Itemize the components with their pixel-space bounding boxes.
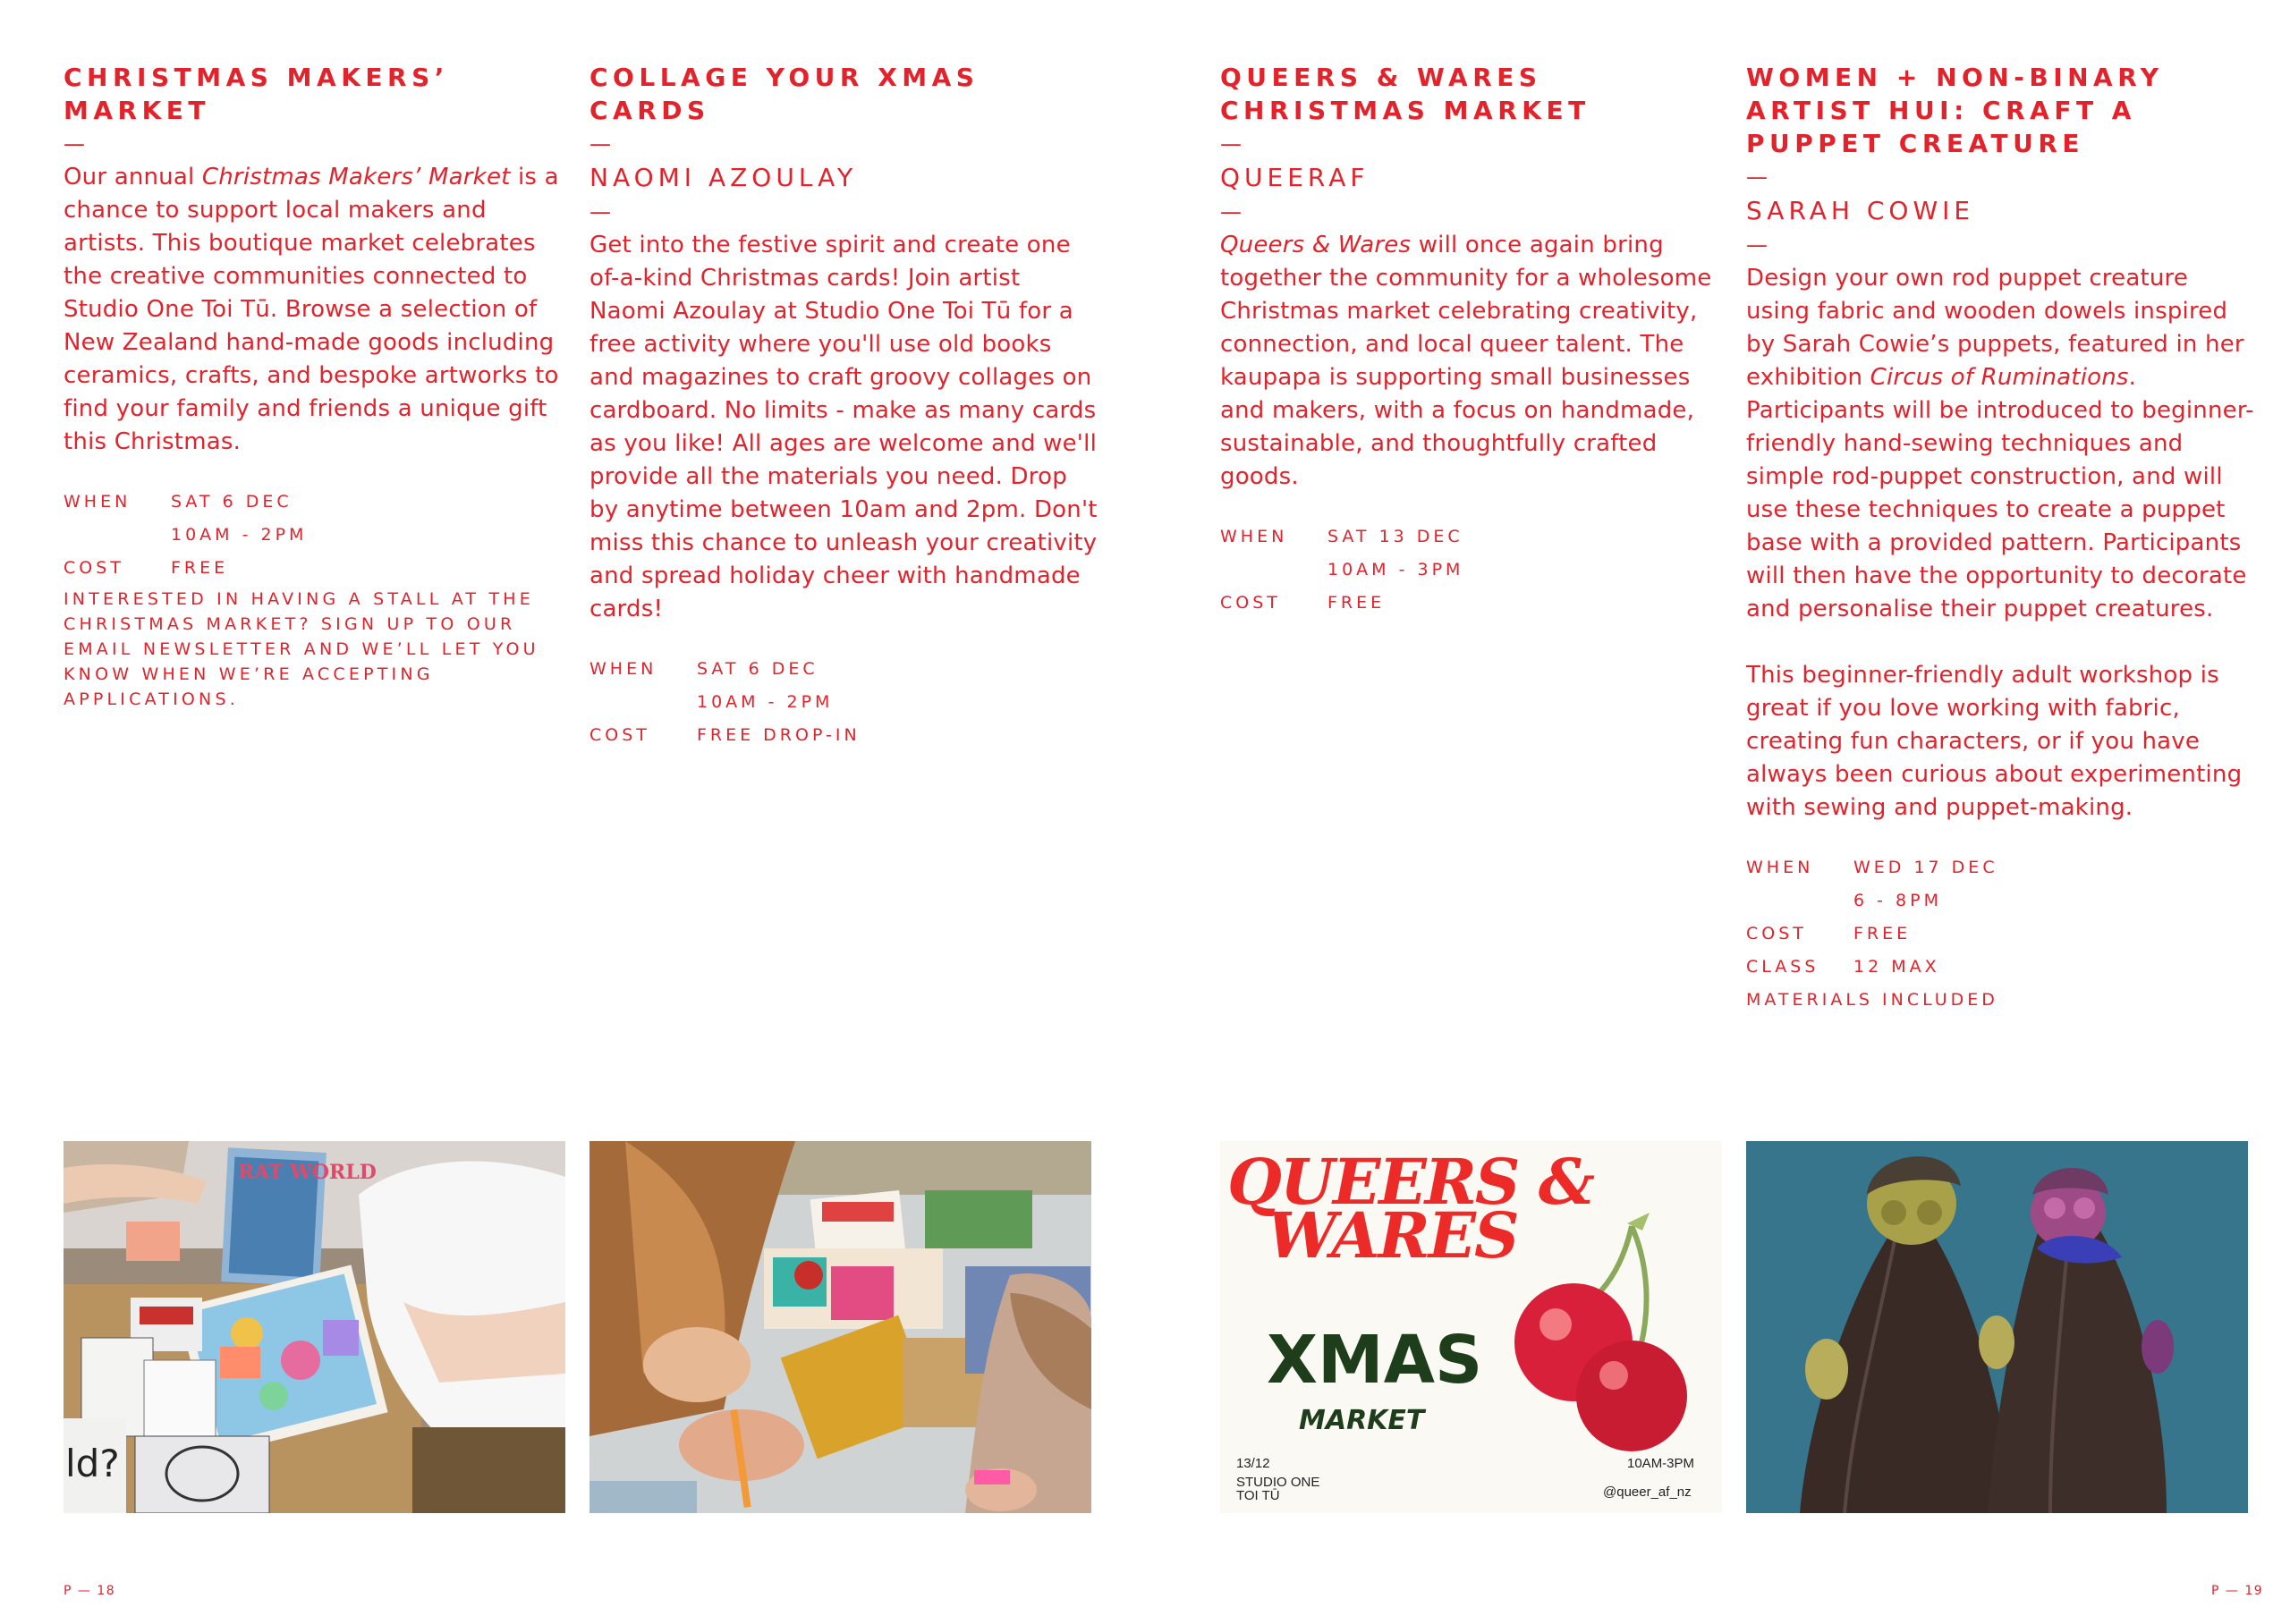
event-christmas-makers-market: [64, 61, 573, 712]
event-queers-and-wares: [1220, 61, 1730, 620]
poster-xmas: XMAS: [1267, 1322, 1483, 1399]
detail-label-blank: [1746, 884, 1853, 918]
detail-value-time: 10AM - 3PM: [1327, 560, 1464, 579]
poster-title-line1: QUEERS &: [1227, 1145, 1594, 1219]
detail-label-blank: [589, 686, 697, 719]
detail-label-blank: [64, 519, 171, 552]
poster-handle: @queer_af_nz: [1603, 1484, 1692, 1500]
divider-dash: —: [1746, 165, 1768, 190]
photo-collage-cards: [589, 1141, 1091, 1513]
detail-label-when: WHEN: [64, 492, 131, 512]
poster-venue-line1: STUDIO ONE: [1236, 1475, 1320, 1490]
detail-value-cost: FREE: [171, 558, 229, 578]
page-number-left: P — 18: [64, 1584, 116, 1598]
event-description-2: This beginner-friendly adult workshop is great if you love working with fabric, creating fun characters, or if you have always been curious about experimenting with sewing and puppet-making.: [1746, 662, 2243, 821]
detail-value-cost: FREE: [1327, 593, 1386, 613]
detail-label-class: CLASS: [1746, 957, 1819, 977]
event-collage-xmas-cards: [589, 61, 1099, 752]
stall-note: INTERESTED IN HAVING A STALL AT THE CHRISTMAS MARKET? SIGN UP TO OUR EMAIL NEWSLETTER AND WE’LL LET YOU KNOW WHEN WE’RE ACCEPTING APPLICATIONS.: [64, 589, 539, 709]
detail-label-blank: [1220, 554, 1327, 587]
event-description: Get into the festive spirit and create one of-a-kind Christmas cards! Join artist Naomi Azoulay at Studio One Toi Tū for a free activity where you'll use old books and magazines to craft groovy collages on cardboard. No limits - make as many cards as you like! All ages are welcome and we'll provide all the materials you need. Drop by anytime between 10am and 2pm. Don't miss this chance to unleash your creativity and spread holiday cheer with handmade cards!: [589, 232, 1098, 622]
poster-market: MARKET: [1299, 1405, 1425, 1436]
poster-title-line2: WARES: [1267, 1198, 1518, 1273]
event-puppet-creature-hui: [1746, 61, 2256, 1017]
event-title: QUEERS & WARES CHRISTMAS MARKET: [1220, 63, 1590, 125]
detail-label-cost: COST: [1220, 593, 1281, 613]
divider-dash: —: [1220, 199, 1242, 224]
detail-label-when: WHEN: [1746, 858, 1814, 877]
detail-value-date: SAT 6 DEC: [171, 492, 293, 512]
divider-dash: —: [1746, 233, 1768, 258]
materials-note: MATERIALS INCLUDED: [1746, 990, 1998, 1010]
detail-label-cost: COST: [64, 558, 124, 578]
photo-puppet-creatures: [1746, 1141, 2248, 1513]
event-artist: QUEERAF: [1220, 163, 1370, 192]
event-description: Our annual Christmas Makers’ Market is a chance to support local makers and artists. This boutique market celebrates the creative communities connected to Studio One Toi Tū. Browse a selection of New Zealand hand-made goods including ceramics, crafts, and bespoke artworks to find your family and friends a unique gift this Christmas.: [64, 164, 559, 455]
event-artist: SARAH COWIE: [1746, 196, 1975, 225]
poster-venue-line2: TOI TŪ: [1236, 1488, 1280, 1503]
detail-value-date: SAT 6 DEC: [697, 659, 818, 679]
detail-value-time: 6 - 8PM: [1853, 891, 1942, 910]
divider-dash: —: [64, 131, 85, 156]
event-title: WOMEN + NON-BINARY ARTIST HUI: CRAFT A PUPPET CREATURE: [1746, 63, 2164, 158]
divider-dash: —: [1220, 131, 1242, 156]
detail-value-time: 10AM - 2PM: [171, 525, 308, 545]
event-details: [1220, 520, 1730, 620]
poster-time: 10AM-3PM: [1627, 1456, 1695, 1471]
detail-value-cost: FREE DROP-IN: [697, 725, 861, 745]
photo-makers-market: [64, 1141, 565, 1513]
detail-value-class: 12 MAX: [1853, 957, 1940, 977]
hand-sign-text: ld?: [65, 1442, 120, 1485]
detail-value-time: 10AM - 2PM: [697, 692, 834, 712]
event-description: Design your own rod puppet creature using fabric and wooden dowels inspired by Sarah Cowie’s puppets, featured in her exhibition Circus of Ruminations. Participants will be introduced to beginner-friendly hand-sewing techniques and simple rod-puppet construction, and will use these techniques to create a puppet base with a provided pattern. Participants will then have the opportunity to decorate and personalise their puppet creatures.: [1746, 265, 2254, 622]
poster-date: 13/12: [1236, 1456, 1270, 1471]
page-number-right: P — 19: [2211, 1584, 2264, 1598]
event-title: CHRISTMAS MAKERS’ MARKET: [64, 63, 449, 125]
event-title: COLLAGE YOUR XMAS CARDS: [589, 63, 980, 125]
divider-dash: —: [589, 131, 611, 156]
magazine-title-text: RAT WORLD: [238, 1161, 377, 1184]
event-details: [589, 653, 1099, 752]
divider-dash: —: [589, 199, 611, 224]
poster-queers-and-wares: [1220, 1141, 1722, 1513]
detail-label-cost: COST: [1746, 924, 1807, 943]
detail-value-date: WED 17 DEC: [1853, 858, 1998, 877]
detail-label-when: WHEN: [589, 659, 657, 679]
event-details: [64, 486, 573, 712]
detail-label-when: WHEN: [1220, 527, 1288, 546]
detail-value-cost: FREE: [1853, 924, 1912, 943]
detail-label-cost: COST: [589, 725, 650, 745]
detail-value-date: SAT 13 DEC: [1327, 527, 1463, 546]
event-artist: NAOMI AZOULAY: [589, 163, 858, 192]
event-details: [1746, 851, 2256, 1017]
event-description: Queers & Wares will once again bring together the community for a wholesome Christmas market celebrating creativity, connection, and local queer talent. The kaupapa is supporting small businesses and makers, with a focus on handmade, sustainable, and thoughtfully crafted goods.: [1220, 232, 1712, 490]
